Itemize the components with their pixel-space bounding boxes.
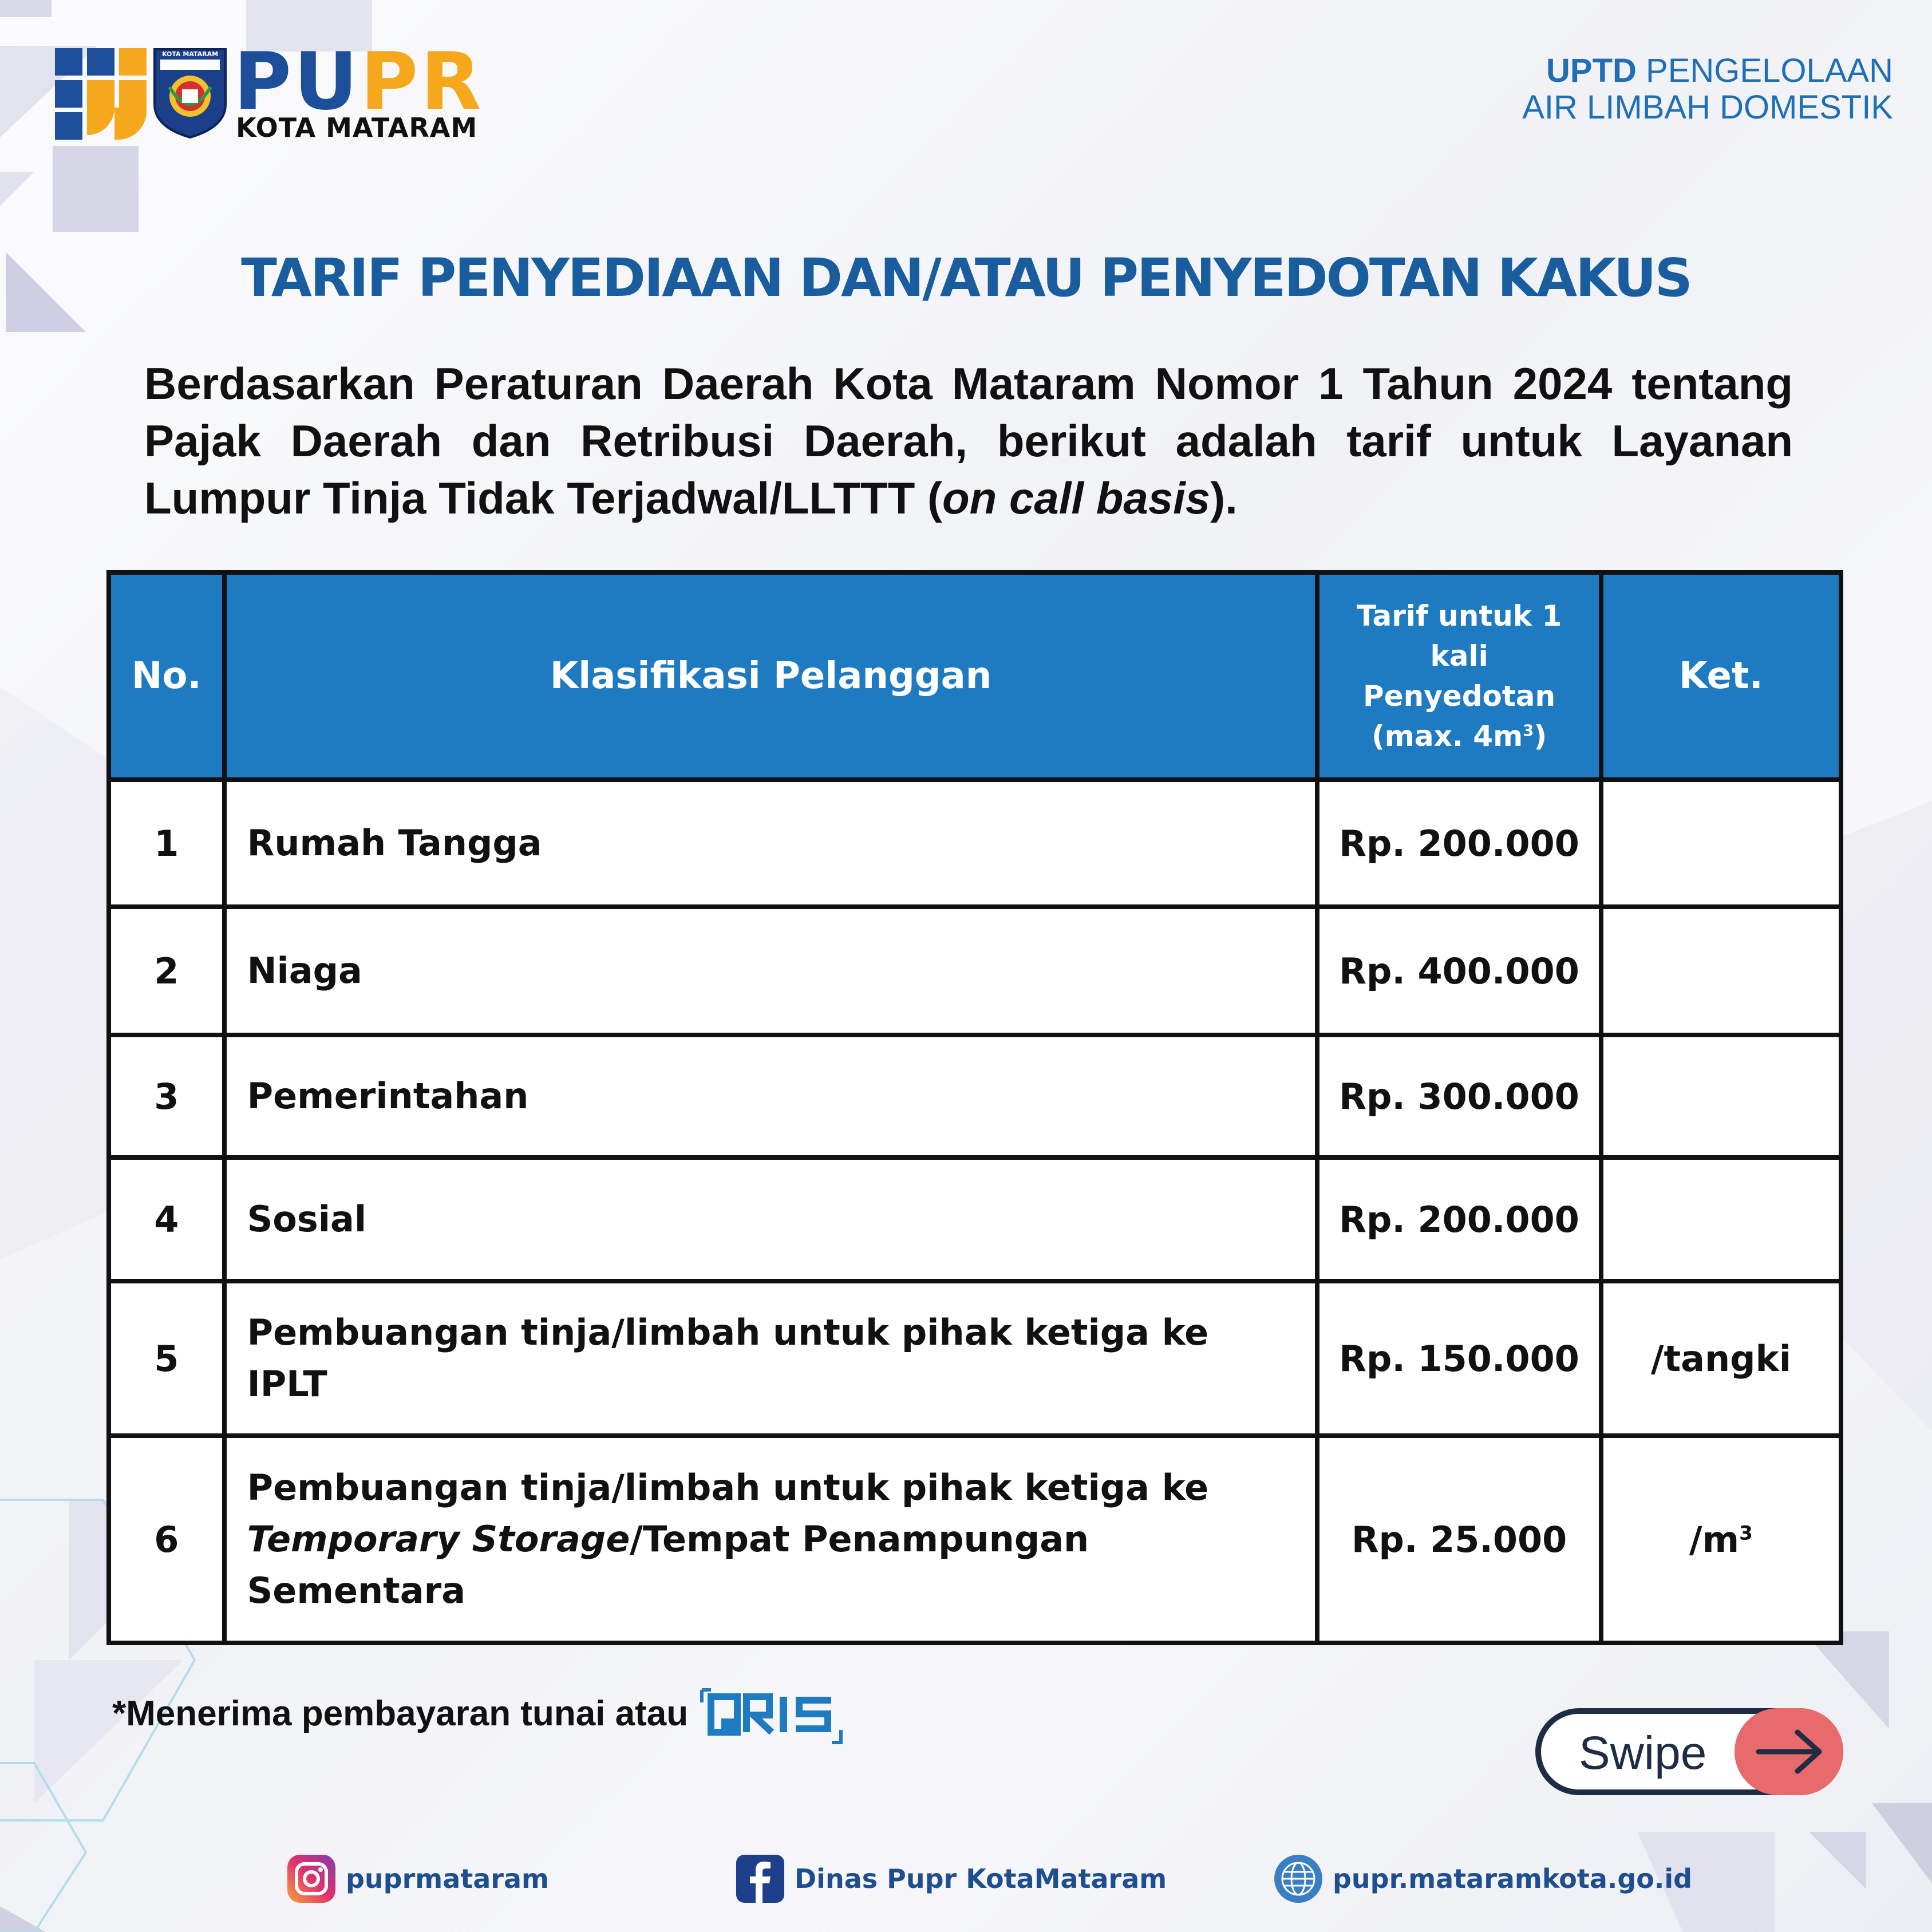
website-label: pupr.mataramkota.go.id: [1333, 1863, 1693, 1894]
cell-ket: /tangki: [1601, 1281, 1841, 1436]
payment-note: *Menerima pembayaran tunai atau: [112, 1694, 689, 1733]
cell-no: 5: [109, 1281, 224, 1436]
brand-subtitle: KOTA MATARAM: [236, 112, 478, 143]
emblem-caption: KOTA MATARAM: [161, 50, 219, 58]
intro-paragraph: [144, 355, 1793, 527]
cell-klasifikasi-line2: [247, 1514, 1295, 1565]
uptd-heading: [1522, 53, 1893, 126]
cell-klasifikasi: [224, 1436, 1318, 1643]
cell-tarif: Rp. 150.000: [1317, 1281, 1601, 1436]
social-instagram[interactable]: [286, 1852, 549, 1905]
brand-part-pr: PR: [360, 35, 484, 128]
table-row: [109, 1281, 1841, 1436]
cell-klasifikasi: Rumah Tangga: [224, 780, 1318, 907]
pu-logo-icon: [55, 48, 147, 140]
cell-tarif: Rp. 25.000: [1317, 1436, 1601, 1643]
header-ket: Ket.: [1601, 572, 1841, 780]
cell-klasifikasi: Sosial: [224, 1157, 1318, 1281]
swipe-button[interactable]: [1535, 1708, 1843, 1795]
cell-klasifikasi-line1: Pembuangan tinja/limbah untuk pihak ketiga ke: [247, 1311, 1209, 1353]
arrow-right-icon: [1735, 1708, 1843, 1795]
cell-ket-sup: 3: [1739, 1521, 1753, 1544]
cell-tarif: Rp. 400.000: [1317, 907, 1601, 1035]
intro-text: Berdasarkan Peraturan Daerah Kota Mataram Nomor 1 Tahun 2024 tentang Pajak Daerah dan Retribusi Daerah, berikut adalah tarif untuk Layanan Lumpur Tinja Tidak Terjadwal/LLTTT (: [144, 358, 1793, 523]
table-row: [109, 1157, 1841, 1281]
cell-tarif: Rp. 300.000: [1317, 1035, 1601, 1157]
cell-ket: [1601, 907, 1841, 1035]
header-tarif-line4: [1331, 716, 1587, 756]
kota-mataram-emblem-icon: [152, 47, 228, 139]
header-tarif-sup: 3: [1523, 721, 1534, 740]
header-tarif-line4-end: ): [1534, 720, 1547, 753]
swipe-arrow-button[interactable]: [1735, 1708, 1843, 1795]
cell-no: 3: [109, 1035, 224, 1157]
header-tarif-line2: kali: [1430, 639, 1488, 673]
cell-ket: [1601, 1157, 1841, 1281]
intro-end: ).: [1210, 473, 1238, 523]
cell-no: 6: [109, 1436, 224, 1643]
social-facebook[interactable]: [735, 1852, 1167, 1905]
table-row: [109, 1035, 1841, 1157]
cell-klasifikasi: Niaga: [224, 907, 1318, 1035]
table-row: [109, 1436, 1841, 1643]
cell-klasifikasi-rest: /Tempat Penampungan: [630, 1518, 1089, 1560]
swipe-label: Swipe: [1579, 1727, 1707, 1779]
qris-logo-icon: [698, 1686, 844, 1746]
tariff-table: [106, 570, 1843, 1645]
cell-ket: [1601, 1436, 1841, 1643]
intro-italic: on call basis: [942, 473, 1211, 523]
uptd-bold: UPTD: [1546, 52, 1637, 89]
header-tarif-line1: Tarif untuk 1: [1356, 599, 1562, 633]
globe-icon: [1273, 1854, 1323, 1904]
header-tarif-line4-text: (max. 4m: [1371, 720, 1523, 753]
pupr-logo: [55, 35, 490, 143]
cell-klasifikasi-line1: Pembuangan tinja/limbah untuk pihak ketiga ke: [247, 1467, 1209, 1508]
cell-no: 2: [109, 907, 224, 1035]
cell-ket: [1601, 780, 1841, 907]
cell-klasifikasi: Pemerintahan: [224, 1035, 1318, 1157]
page-title: TARIF PENYEDIAAN DAN/ATAU PENYEDOTAN KAKUS: [241, 247, 1691, 309]
cell-klasifikasi-italic: Temporary Storage: [247, 1518, 630, 1560]
uptd-line2: AIR LIMBAH DOMESTIK: [1522, 89, 1893, 126]
cell-klasifikasi-line3: Sementara: [247, 1570, 466, 1611]
cell-tarif: Rp. 200.000: [1317, 1157, 1601, 1281]
facebook-icon: [735, 1854, 785, 1904]
instagram-label: puprmataram: [346, 1863, 549, 1894]
uptd-rest: PENGELOLAAN: [1646, 52, 1893, 89]
cell-klasifikasi: [224, 1281, 1318, 1436]
table-header-row: [109, 572, 1841, 780]
header-klasifikasi: Klasifikasi Pelanggan: [224, 572, 1318, 780]
cell-ket-text: /m: [1689, 1518, 1740, 1560]
header-tarif-line3: Penyedotan: [1363, 679, 1556, 713]
header-tarif: [1317, 572, 1601, 780]
table-row: [109, 780, 1841, 907]
table-row: [109, 907, 1841, 1035]
cell-no: 4: [109, 1157, 224, 1281]
facebook-label: Dinas Pupr KotaMataram: [795, 1863, 1167, 1894]
cell-tarif: Rp. 200.000: [1317, 780, 1601, 907]
cell-klasifikasi-line2: IPLT: [247, 1363, 327, 1405]
brand-part-pu: PU: [234, 35, 361, 128]
social-website[interactable]: [1273, 1852, 1692, 1905]
cell-ket: [1601, 1035, 1841, 1157]
header-no: No.: [109, 572, 224, 780]
cell-no: 1: [109, 780, 224, 907]
instagram-icon: [286, 1854, 337, 1904]
